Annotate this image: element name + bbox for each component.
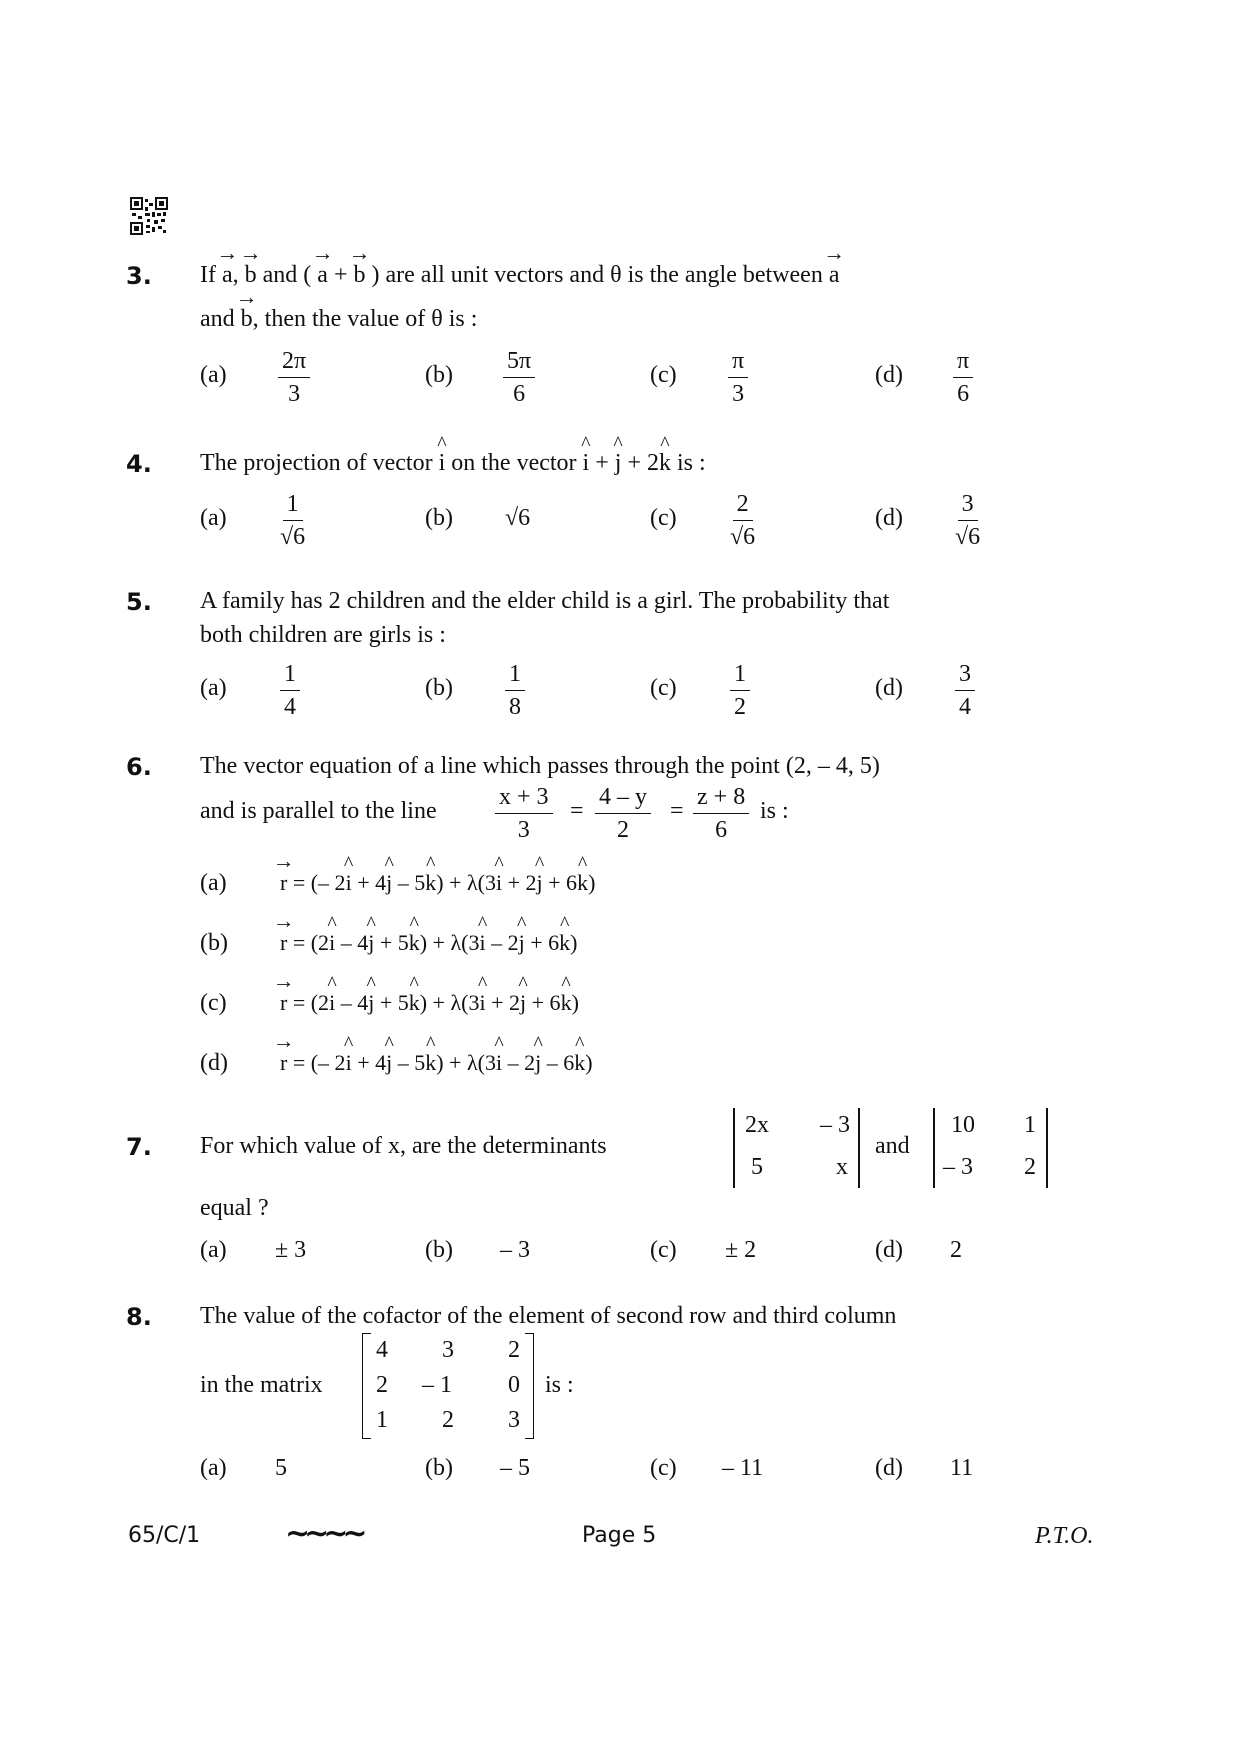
q4-option-c-label: (c) [650, 505, 677, 531]
q6-equals-1: = [570, 798, 584, 824]
q8-option-c-label: (c) [650, 1455, 677, 1481]
question-8-line-2: in the matrix [200, 1372, 323, 1398]
q3-option-c-label: (c) [650, 362, 677, 388]
q7-option-b-label: (b) [425, 1237, 453, 1263]
q6-option-c-label: (c) [200, 990, 227, 1016]
q6-option-d-label: (d) [200, 1050, 228, 1076]
q6-tail: is : [760, 798, 789, 824]
question-6-line-2: and is parallel to the line [200, 798, 437, 824]
q5-option-d-label: (d) [875, 675, 903, 701]
q7-option-d-label: (d) [875, 1237, 903, 1263]
matrix-3x3: 4 3 2 2 – 1 0 1 2 3 [362, 1333, 534, 1439]
q8-option-a-value: 5 [275, 1455, 287, 1481]
q7-and: and [875, 1133, 910, 1159]
q5-option-d-value: $\frac{3}{4}$ [955, 660, 975, 721]
q6-option-a-label: (a) [200, 870, 227, 896]
q8-tail: is : [545, 1372, 574, 1398]
question-3-line-1: If → a, → b and ( → a + → b ) are all unit vectors and θ is the angle between → a [200, 262, 839, 289]
vector-b: → b [245, 262, 257, 289]
q5-option-b-value: $\frac{1}{8}$ [505, 660, 525, 721]
qr-code-icon [130, 197, 168, 235]
q6-option-c-expression: → r = (2^ i – 4^ j + 5^ k) + λ(3^ i + 2^ j + 6^ k) [280, 990, 579, 1016]
q3-option-c-value: $\frac{\pi}{3}$ [728, 347, 748, 408]
page-number: Page 5 [582, 1523, 657, 1548]
q7-option-c-label: (c) [650, 1237, 677, 1263]
q8-option-d-value: 11 [950, 1455, 974, 1481]
q3-option-b-label: (b) [425, 362, 453, 388]
question-5-line-2: both children are girls is : [200, 622, 446, 648]
q7-option-a-value: ± 3 [275, 1237, 307, 1263]
footer-ornament: ∼∼∼∼ [285, 1516, 362, 1551]
unit-vector-i: ^ i [439, 450, 446, 477]
question-5-line-1: A family has 2 children and the elder child is a girl. The probability that [200, 588, 890, 614]
q7-option-a-label: (a) [200, 1237, 227, 1263]
q6-option-a-expression: → r = (– 2^ i + 4^ j – 5^ k) + λ(3^ i + 2^ j + 6^ k) [280, 870, 595, 896]
q5-option-c-value: $\frac{1}{2}$ [730, 660, 750, 721]
q6-fraction-2: $\frac{4 - y}{2}$ [595, 783, 651, 844]
question-number-7: 7. [126, 1133, 152, 1161]
q6-option-d-expression: → r = (– 2^ i + 4^ j – 5^ k) + λ(3^ i – 2^ j – 6^ k) [280, 1050, 593, 1076]
q7-option-c-value: ± 2 [725, 1237, 757, 1263]
q6-equals-2: = [670, 798, 684, 824]
question-3-line-2: and → b, then the value of θ is : [200, 306, 477, 333]
determinant-2: 10 1 – 3 2 [933, 1108, 1048, 1188]
q8-option-b-value: – 5 [500, 1455, 530, 1481]
q8-option-d-label: (d) [875, 1455, 903, 1481]
question-6-line-1: The vector equation of a line which passes through the point (2, – 4, 5) [200, 753, 880, 779]
q5-option-b-label: (b) [425, 675, 453, 701]
q5-option-a-value: $\frac{1}{4}$ [280, 660, 300, 721]
q7-option-b-value: – 3 [500, 1237, 530, 1263]
question-number-8: 8. [126, 1303, 152, 1331]
q6-fraction-3: $\frac{z + 8}{6}$ [693, 783, 749, 844]
question-4-text: The projection of vector ^ i on the vector ^ i + ^ j + 2^ k is : [200, 450, 706, 477]
q7-option-d-value: 2 [950, 1237, 962, 1263]
q5-option-a-label: (a) [200, 675, 227, 701]
question-7-text: For which value of x, are the determinants [200, 1133, 607, 1159]
q4-option-c-value: $\frac{2}{√6}$ [730, 491, 756, 550]
q8-option-c-value: – 11 [722, 1455, 764, 1481]
question-7-line-2: equal ? [200, 1195, 269, 1221]
q8-option-a-label: (a) [200, 1455, 227, 1481]
determinant-1: 2x – 3 5 x [733, 1108, 860, 1188]
question-number-6: 6. [126, 753, 152, 781]
question-number-5: 5. [126, 588, 152, 616]
vector-a: → a [222, 262, 233, 289]
q4-option-b-value: √6 [505, 505, 531, 531]
question-number-3: 3. [126, 262, 152, 290]
q4-option-b-label: (b) [425, 505, 453, 531]
question-8-line-1: The value of the cofactor of the element of second row and third column [200, 1303, 897, 1329]
q3-option-a-value: $\frac{2\pi}{3}$ [278, 347, 310, 408]
q6-option-b-expression: → r = (2^ i – 4^ j + 5^ k) + λ(3^ i – 2^ j + 6^ k) [280, 930, 577, 956]
q8-option-b-label: (b) [425, 1455, 453, 1481]
please-turn-over: P.T.O. [1035, 1523, 1094, 1549]
paper-code: 65/C/1 [128, 1523, 201, 1548]
q4-option-d-label: (d) [875, 505, 903, 531]
q4-option-a-label: (a) [200, 505, 227, 531]
q3-option-b-value: $\frac{5\pi}{6}$ [503, 347, 535, 408]
q5-option-c-label: (c) [650, 675, 677, 701]
q4-option-a-value: $\frac{1}{√6}$ [280, 491, 306, 550]
q6-fraction-1: $\frac{x + 3}{3}$ [495, 783, 553, 844]
q3-option-d-label: (d) [875, 362, 903, 388]
question-number-4: 4. [126, 450, 152, 478]
q4-option-d-value: $\frac{3}{√6}$ [955, 491, 981, 550]
q6-option-b-label: (b) [200, 930, 228, 956]
q3-option-a-label: (a) [200, 362, 227, 388]
q3-option-d-value: $\frac{\pi}{6}$ [953, 347, 973, 408]
